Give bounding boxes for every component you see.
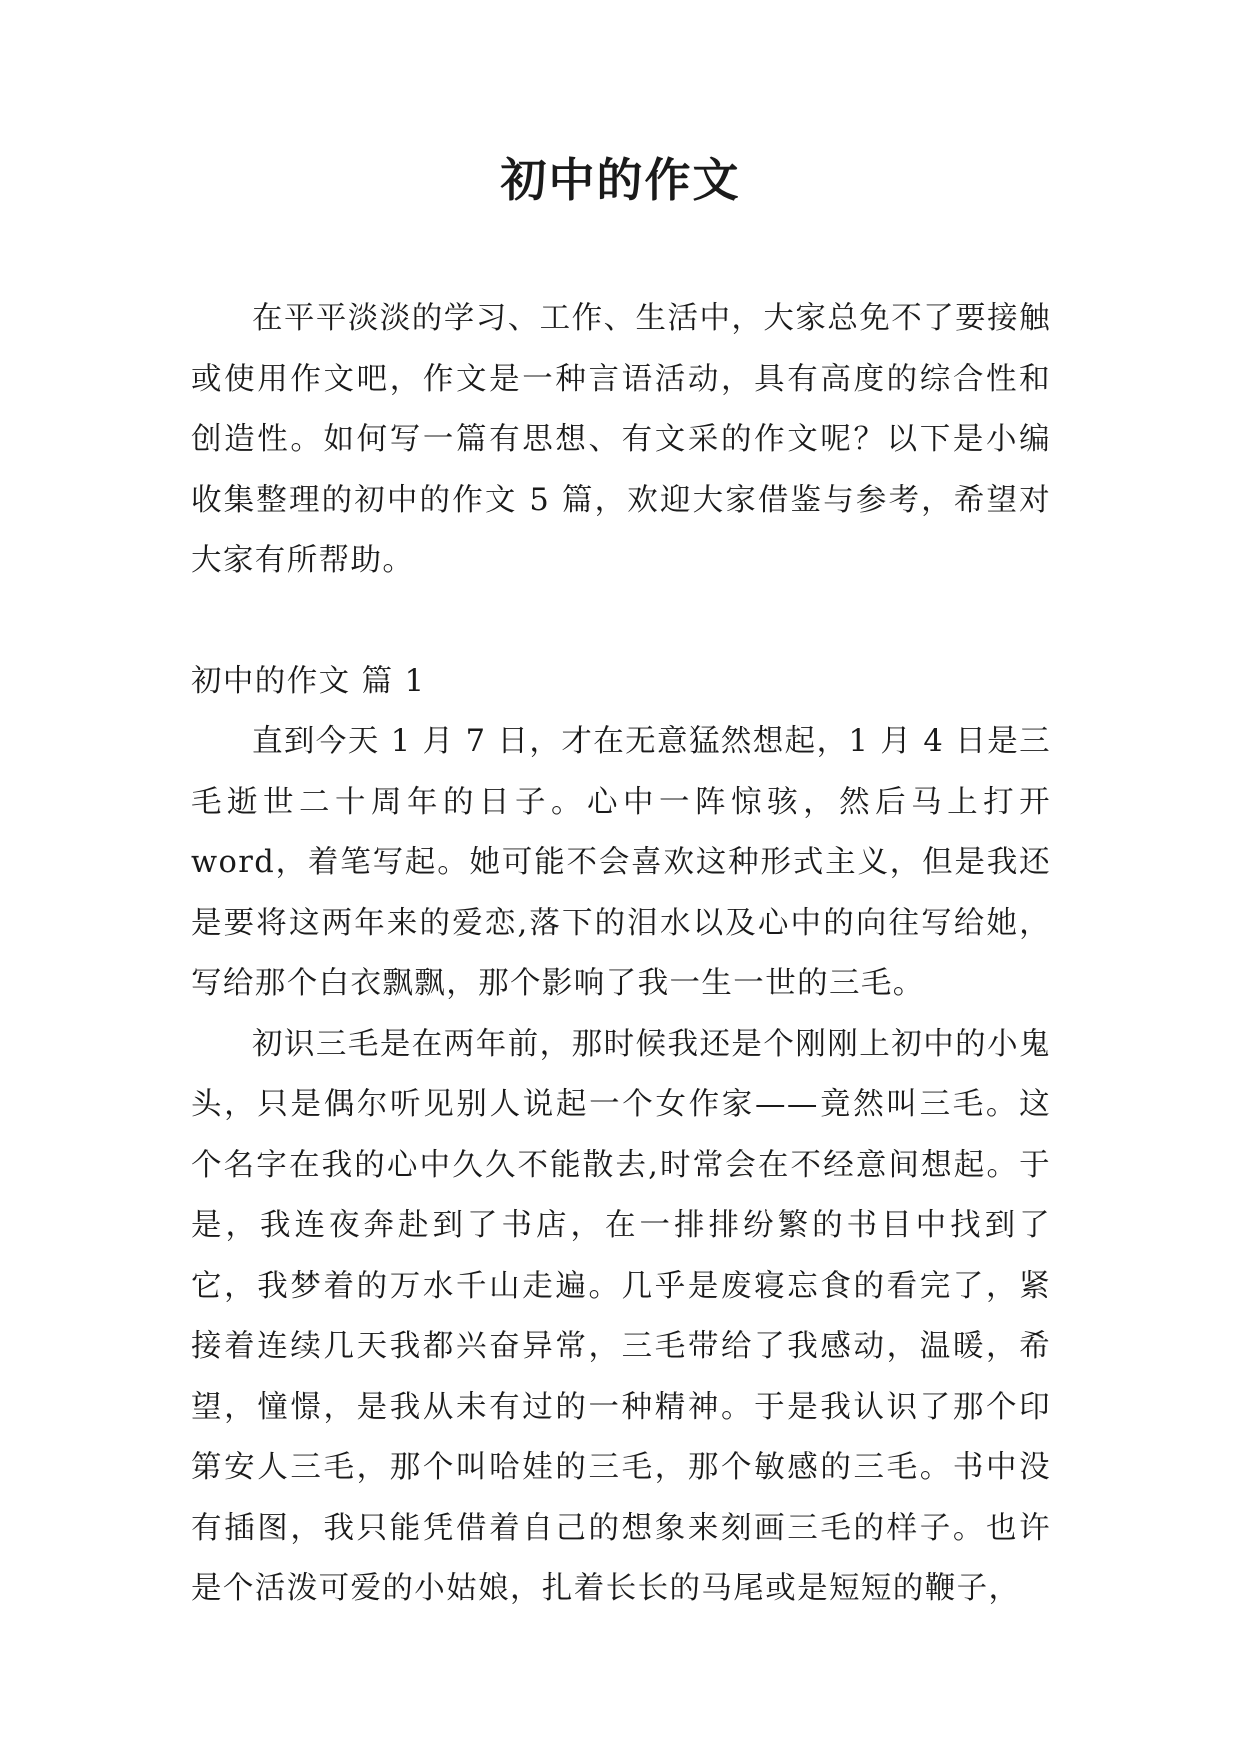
intro-paragraph: 在平平淡淡的学习、工作、生活中，大家总免不了要接触或使用作文吧，作文是一种言语活动，具有高度的综合性和创造性。如何写一篇有思想、有文采的作文呢？以下是小编收集整理的初中的作文 5 篇，欢迎大家借鉴与参考，希望对大家有所帮助。 <box>191 301 1051 578</box>
body-paragraph: 直到今天 1 月 7 日，才在无意猛然想起，1 月 4 日是三毛逝世二十周年的日子。心中一阵惊骇，然后马上打开 word，着笔写起。她可能不会喜欢这种形式主义，但是我还是要将这两年来的爱恋,落下的泪水以及心中的向往写给她，写给那个白衣飘飘，那个影响了我一生一世的三毛。 <box>191 724 1051 1001</box>
body-paragraph: 初识三毛是在两年前，那时候我还是个刚刚上初中的小鬼头，只是偶尔听见别人说起一个女作家——竟然叫三毛。这个名字在我的心中久久不能散去,时常会在不经意间想起。于是，我连夜奔赴到了书店，在一排排纷繁的书目中找到了它，我梦着的万水千山走遍。几乎是废寝忘食的看完了，紧接着连续几天我都兴奋异常，三毛带给了我感动，温暖，希望，憧憬，是我从未有过的一种精神。于是我认识了那个印第安人三毛，那个叫哈娃的三毛，那个敏感的三毛。书中没有插图，我只能凭借着自己的想象来刻画三毛的样子。也许是个活泼可爱的小姑娘，扎着长长的马尾或是短短的鞭子， <box>191 1026 1051 1606</box>
section-heading: 初中的作文 篇 1 <box>191 663 426 699</box>
document-title: 初中的作文 <box>500 153 741 207</box>
document-body <box>191 289 1051 1620</box>
section-spacer <box>191 592 1051 652</box>
